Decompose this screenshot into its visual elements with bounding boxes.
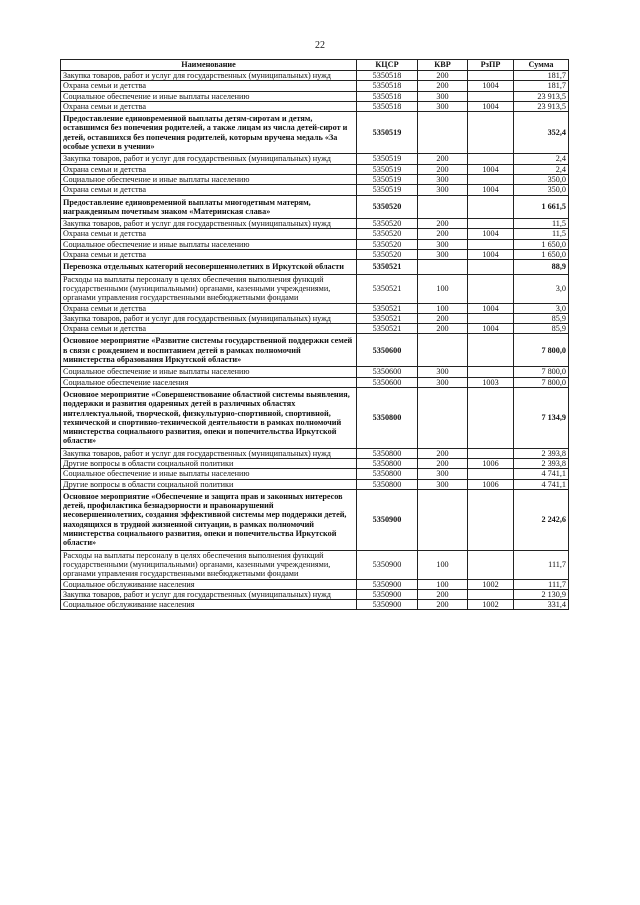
cell-kvr: 300 [418, 239, 468, 249]
cell-name: Социальное обеспечение и иные выплаты населению [61, 174, 357, 184]
cell-kvr: 200 [418, 458, 468, 468]
cell-name: Закупка товаров, работ и услуг для государственных (муниципальных) нужд [61, 448, 357, 458]
cell-sum: 2,4 [514, 164, 569, 174]
cell-rzpr [468, 219, 514, 229]
table-row [61, 229, 569, 239]
cell-kcsr: 5350518 [357, 91, 418, 101]
cell-rzpr [468, 260, 514, 274]
cell-kvr: 200 [418, 324, 468, 334]
cell-name: Охрана семьи и детства [61, 101, 357, 111]
cell-kvr: 200 [418, 600, 468, 610]
table-row [61, 250, 569, 260]
table-row [61, 154, 569, 164]
cell-sum: 331,4 [514, 600, 569, 610]
table-header-row [61, 60, 569, 71]
cell-kvr: 100 [418, 274, 468, 303]
cell-sum: 350,0 [514, 185, 569, 195]
cell-rzpr [468, 589, 514, 599]
cell-sum: 111,7 [514, 550, 569, 579]
cell-sum: 2 242,6 [514, 489, 569, 550]
cell-kcsr: 5350519 [357, 164, 418, 174]
cell-rzpr: 1004 [468, 81, 514, 91]
cell-kcsr: 5350519 [357, 154, 418, 164]
cell-kvr [418, 334, 468, 367]
cell-rzpr [468, 313, 514, 323]
cell-name: Социальное обслуживание населения [61, 600, 357, 610]
table-row [61, 448, 569, 458]
cell-kvr: 200 [418, 448, 468, 458]
cell-sum: 2 393,8 [514, 448, 569, 458]
cell-kvr: 200 [418, 219, 468, 229]
cell-kvr: 300 [418, 174, 468, 184]
cell-kvr [418, 489, 468, 550]
cell-sum: 85,9 [514, 313, 569, 323]
cell-rzpr: 1002 [468, 579, 514, 589]
cell-name: Закупка товаров, работ и услуг для государственных (муниципальных) нужд [61, 154, 357, 164]
header-kvr: КВР [418, 60, 468, 71]
cell-rzpr: 1004 [468, 303, 514, 313]
cell-rzpr: 1004 [468, 324, 514, 334]
cell-name: Другие вопросы в области социальной политики [61, 458, 357, 468]
cell-kvr: 100 [418, 550, 468, 579]
page-number: 22 [315, 40, 325, 51]
cell-rzpr: 1006 [468, 458, 514, 468]
cell-kcsr: 5350521 [357, 303, 418, 313]
cell-sum: 11,5 [514, 229, 569, 239]
cell-sum: 2 393,8 [514, 458, 569, 468]
cell-sum: 7 134,9 [514, 387, 569, 448]
cell-kcsr: 5350520 [357, 219, 418, 229]
cell-sum: 2,4 [514, 154, 569, 164]
cell-kvr: 200 [418, 229, 468, 239]
cell-name: Расходы на выплаты персоналу в целях обеспечения выполнения функций государственными (муниципальными) органами, казенными учреждениями, органами управления государственными внебюджетными фондами [61, 274, 357, 303]
table-row [61, 600, 569, 610]
header-name: Наименование [61, 60, 357, 71]
cell-name: Социальное обслуживание населения [61, 579, 357, 589]
cell-kcsr: 5350800 [357, 458, 418, 468]
cell-sum: 7 800,0 [514, 377, 569, 387]
cell-name: Предоставление единовременной выплаты детям-сиротам и детям, оставшимся без попечения родителей, а также лицам из числа детей-сирот и детей, оставшихся без попечения родителей, которым вручена медаль «За особые успехи в учении» [61, 112, 357, 154]
cell-kvr [418, 112, 468, 154]
cell-name: Охрана семьи и детства [61, 324, 357, 334]
cell-name: Закупка товаров, работ и услуг для государственных (муниципальных) нужд [61, 71, 357, 81]
cell-sum: 4 741,1 [514, 479, 569, 489]
cell-name: Социальное обеспечение и иные выплаты населению [61, 469, 357, 479]
cell-kcsr: 5350521 [357, 274, 418, 303]
cell-kcsr: 5350800 [357, 479, 418, 489]
cell-kvr: 300 [418, 367, 468, 377]
cell-sum: 1 650,0 [514, 239, 569, 249]
table-row [61, 174, 569, 184]
table-row [61, 112, 569, 154]
cell-kcsr: 5350800 [357, 469, 418, 479]
cell-name: Охрана семьи и детства [61, 185, 357, 195]
cell-sum: 7 800,0 [514, 334, 569, 367]
cell-sum: 4 741,1 [514, 469, 569, 479]
cell-kvr: 200 [418, 164, 468, 174]
cell-sum: 11,5 [514, 219, 569, 229]
cell-rzpr [468, 550, 514, 579]
header-kcsr: КЦСР [357, 60, 418, 71]
cell-rzpr [468, 174, 514, 184]
cell-rzpr [468, 71, 514, 81]
cell-sum: 2 130,9 [514, 589, 569, 599]
table-row [61, 274, 569, 303]
cell-sum: 352,4 [514, 112, 569, 154]
budget-table [60, 59, 569, 610]
cell-kcsr: 5350800 [357, 387, 418, 448]
cell-kcsr: 5350519 [357, 174, 418, 184]
cell-rzpr [468, 195, 514, 219]
table-row [61, 458, 569, 468]
header-sum: Сумма [514, 60, 569, 71]
cell-kcsr: 5350900 [357, 550, 418, 579]
cell-name: Основное мероприятие «Совершенствование областной системы выявления, поддержки и развития одаренных детей в различных областях интеллектуальной, творческой, физкультурно-спортивной, спортивной, технической и спортивно-технической деятельности в рамках полномочий министерства социального развития, опеки и попечительства Иркутской области» [61, 387, 357, 448]
cell-name: Охрана семьи и детства [61, 250, 357, 260]
table-row [61, 334, 569, 367]
table-row [61, 91, 569, 101]
cell-rzpr: 1004 [468, 164, 514, 174]
table-row [61, 377, 569, 387]
cell-kvr [418, 387, 468, 448]
cell-rzpr [468, 334, 514, 367]
cell-sum: 111,7 [514, 579, 569, 589]
cell-kvr [418, 260, 468, 274]
cell-kvr: 300 [418, 185, 468, 195]
cell-rzpr [468, 239, 514, 249]
cell-rzpr: 1004 [468, 101, 514, 111]
cell-name: Охрана семьи и детства [61, 164, 357, 174]
cell-kvr: 200 [418, 313, 468, 323]
cell-rzpr: 1002 [468, 600, 514, 610]
cell-kcsr: 5350520 [357, 195, 418, 219]
cell-kcsr: 5350900 [357, 600, 418, 610]
cell-rzpr: 1004 [468, 250, 514, 260]
table-row [61, 387, 569, 448]
cell-kcsr: 5350900 [357, 489, 418, 550]
cell-rzpr [468, 367, 514, 377]
table-row [61, 313, 569, 323]
cell-rzpr [468, 91, 514, 101]
cell-kvr: 300 [418, 479, 468, 489]
cell-kcsr: 5350900 [357, 589, 418, 599]
header-rzpr: РзПР [468, 60, 514, 71]
table-row [61, 550, 569, 579]
table-row [61, 195, 569, 219]
cell-kcsr: 5350518 [357, 101, 418, 111]
cell-name: Социальное обеспечение и иные выплаты населению [61, 91, 357, 101]
cell-sum: 85,9 [514, 324, 569, 334]
cell-sum: 23 913,5 [514, 91, 569, 101]
cell-kcsr: 5350600 [357, 377, 418, 387]
cell-name: Основное мероприятие «Обеспечение и защита прав и законных интересов детей, профилактика безнадзорности и правонарушений несовершеннолетних, создания эффективной системы мер поддержки детей, находящихся в трудной жизненной ситуации, в рамках полномочий министерства социального развития, опеки и попечительства Иркутской области» [61, 489, 357, 550]
table-row [61, 219, 569, 229]
cell-kcsr: 5350600 [357, 334, 418, 367]
cell-name: Закупка товаров, работ и услуг для государственных (муниципальных) нужд [61, 589, 357, 599]
cell-kcsr: 5350519 [357, 185, 418, 195]
cell-kvr [418, 195, 468, 219]
table-row [61, 479, 569, 489]
cell-kvr: 300 [418, 101, 468, 111]
cell-sum: 350,0 [514, 174, 569, 184]
cell-sum: 1 650,0 [514, 250, 569, 260]
cell-kvr: 100 [418, 303, 468, 313]
cell-kcsr: 5350520 [357, 250, 418, 260]
cell-rzpr [468, 489, 514, 550]
cell-kcsr: 5350521 [357, 324, 418, 334]
cell-rzpr [468, 154, 514, 164]
cell-rzpr: 1003 [468, 377, 514, 387]
cell-kvr: 200 [418, 589, 468, 599]
cell-name: Закупка товаров, работ и услуг для государственных (муниципальных) нужд [61, 219, 357, 229]
cell-name: Социальное обеспечение населения [61, 377, 357, 387]
table-row [61, 185, 569, 195]
cell-kcsr: 5350600 [357, 367, 418, 377]
table-row [61, 260, 569, 274]
table-row [61, 164, 569, 174]
cell-kvr: 100 [418, 579, 468, 589]
cell-sum: 1 661,5 [514, 195, 569, 219]
cell-rzpr [468, 469, 514, 479]
table-row [61, 71, 569, 81]
cell-kcsr: 5350520 [357, 229, 418, 239]
cell-kcsr: 5350519 [357, 112, 418, 154]
cell-name: Предоставление единовременной выплаты многодетным матерям, награжденным почетным знаком «Материнская слава» [61, 195, 357, 219]
cell-kcsr: 5350900 [357, 579, 418, 589]
cell-kcsr: 5350518 [357, 81, 418, 91]
cell-kvr: 300 [418, 250, 468, 260]
cell-sum: 7 800,0 [514, 367, 569, 377]
cell-sum: 23 913,5 [514, 101, 569, 111]
cell-name: Перевозка отдельных категорий несовершеннолетних в Иркутской области [61, 260, 357, 274]
cell-kvr: 300 [418, 469, 468, 479]
cell-kvr: 200 [418, 71, 468, 81]
cell-rzpr [468, 387, 514, 448]
cell-kcsr: 5350800 [357, 448, 418, 458]
cell-sum: 3,0 [514, 274, 569, 303]
cell-kcsr: 5350521 [357, 260, 418, 274]
cell-name: Другие вопросы в области социальной политики [61, 479, 357, 489]
cell-name: Социальное обеспечение и иные выплаты населению [61, 367, 357, 377]
cell-sum: 88,9 [514, 260, 569, 274]
cell-rzpr [468, 274, 514, 303]
cell-name: Охрана семьи и детства [61, 81, 357, 91]
table-row [61, 367, 569, 377]
table-row [61, 303, 569, 313]
cell-rzpr: 1006 [468, 479, 514, 489]
table-row [61, 239, 569, 249]
table-row [61, 589, 569, 599]
cell-name: Социальное обеспечение и иные выплаты населению [61, 239, 357, 249]
cell-rzpr [468, 112, 514, 154]
cell-name: Основное мероприятие «Развитие системы государственной поддержки семей в связи с рождением и воспитанием детей в рамках полномочий министерства образования Иркутской области» [61, 334, 357, 367]
cell-kcsr: 5350520 [357, 239, 418, 249]
cell-kvr: 200 [418, 154, 468, 164]
cell-rzpr: 1004 [468, 185, 514, 195]
cell-sum: 181,7 [514, 81, 569, 91]
cell-kvr: 300 [418, 377, 468, 387]
cell-kcsr: 5350521 [357, 313, 418, 323]
table-row [61, 324, 569, 334]
cell-kcsr: 5350518 [357, 71, 418, 81]
cell-name: Расходы на выплаты персоналу в целях обеспечения выполнения функций государственными (муниципальными) органами, казенными учреждениями, органами управления государственными внебюджетными фондами [61, 550, 357, 579]
table-row [61, 469, 569, 479]
cell-rzpr [468, 448, 514, 458]
cell-name: Охрана семьи и детства [61, 303, 357, 313]
cell-name: Закупка товаров, работ и услуг для государственных (муниципальных) нужд [61, 313, 357, 323]
cell-kvr: 300 [418, 91, 468, 101]
cell-rzpr: 1004 [468, 229, 514, 239]
table-row [61, 579, 569, 589]
table-row [61, 101, 569, 111]
table-body [61, 71, 569, 610]
cell-sum: 181,7 [514, 71, 569, 81]
cell-sum: 3,0 [514, 303, 569, 313]
table-row [61, 489, 569, 550]
table-row [61, 81, 569, 91]
cell-kvr: 200 [418, 81, 468, 91]
cell-name: Охрана семьи и детства [61, 229, 357, 239]
